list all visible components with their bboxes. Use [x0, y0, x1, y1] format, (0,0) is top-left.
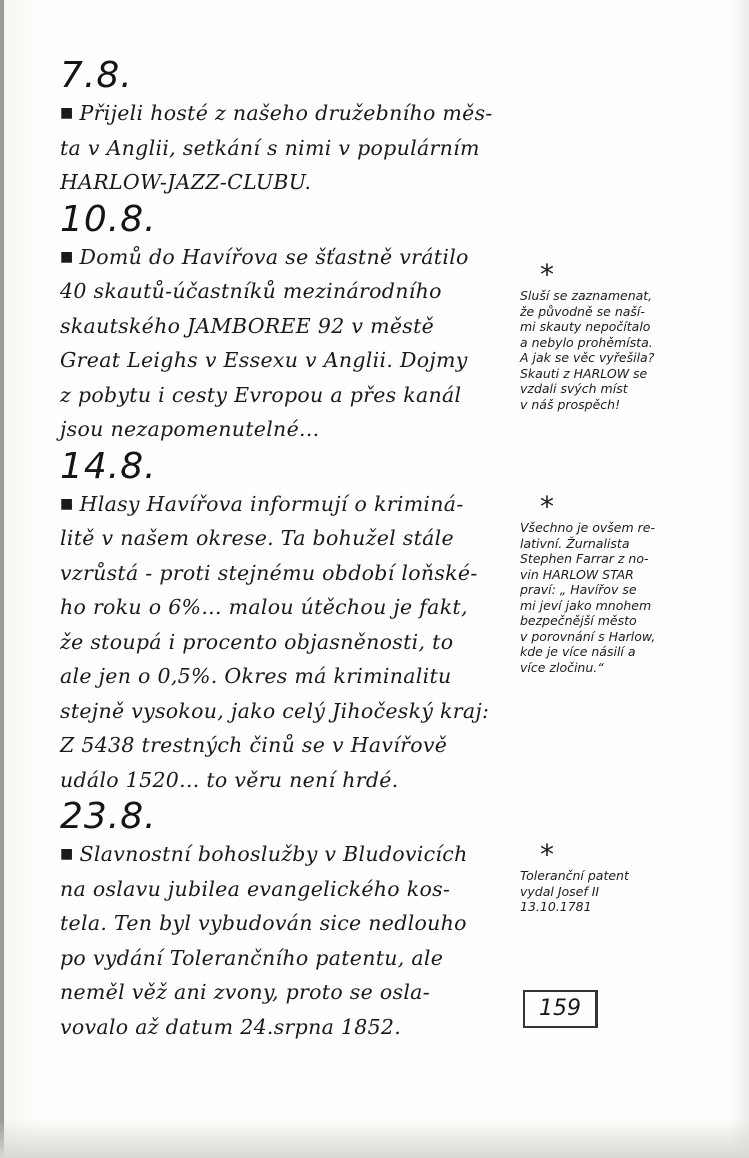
margin-note-patent: * Toleranční patent vydal Josef II 13.10.1781 [520, 842, 730, 915]
bullet-icon: ■ [60, 846, 74, 862]
margin-note-skauti: * Sluší se zaznamenat, že původně se naší- mi skauty nepočítalo a nebylo prohěmísta. A jak se věc vyřešila? Skauti z HARLOW se vzdali svých míst v náš prospěch! [520, 262, 730, 412]
entry-date: 14.8. [60, 445, 157, 487]
entry-text: ■ Slavnostní bohoslužby v Bludovicích na oslavu jubilea evangelického kos- tela. Ten byl vybudován sice nedlouho po vydání Tolerančního patentu, ale neměl věž ani zvony, proto se osla- vovalo až datum 24.srpna 1852. [60, 842, 468, 1039]
page-number: 159 [523, 990, 598, 1028]
asterisk-icon: * [540, 838, 554, 871]
entry-14-8 [60, 447, 520, 798]
bullet-icon: ■ [60, 248, 74, 265]
book-spine-edge [0, 0, 4, 1158]
margin-note-kriminalita: * Všechno je ovšem re- lativní. Žurnalista Stephen Farrar z no- vin HARLOW STAR praví: „ Havířov se mi jeví jako mnohem bezpečnější město v porovnání s Harlow, kde je více násilí a více zločinu.“ [520, 494, 730, 675]
asterisk-icon: * [540, 258, 554, 291]
entry-date: 23.8. [60, 796, 157, 837]
entry-text: ■ Hlasy Havířova informují o kriminá- litě v našem okrese. Ta bohužel stále vzrůstá - proti stejnému období loňské- ho roku o 6%... malou útěchou je fakt, že stoupá i procento objasněnosti, to ale jen o 0,5%. Okres má kriminalitu stejně vysokou, jako celý Jihočeský kraj: Z 5438 trestných činů se v Havířově událo 1520... to věru není hrdé. [60, 491, 490, 792]
entry-10-8 [60, 200, 520, 447]
asterisk-icon: * [540, 490, 554, 523]
entry-date: 7.8. [60, 55, 133, 96]
entry-text: ■ Domů do Havířova se šťastně vrátilo 40 skautů-účastníků mezinárodního skautského JAMBOREE 92 v městě Great Leighs v Essexu v Anglii. Dojmy z pobytu i cesty Evropou a přes kanál jsou nezapomenutelné... [60, 244, 469, 441]
entry-text: ■ Přijeli hosté z našeho družebního měs- ta v Anglii, setkání s nimi v populárním HARLOW-JAZZ-CLUBU. [60, 101, 493, 194]
chronicle-entries [60, 56, 520, 1044]
bottom-shadow [0, 1118, 749, 1158]
entry-23-8 [60, 797, 520, 1044]
bullet-icon: ■ [60, 495, 74, 512]
entry-date: 10.8. [60, 198, 157, 240]
entry-7-8 [60, 56, 520, 200]
bullet-icon: ■ [60, 105, 74, 121]
